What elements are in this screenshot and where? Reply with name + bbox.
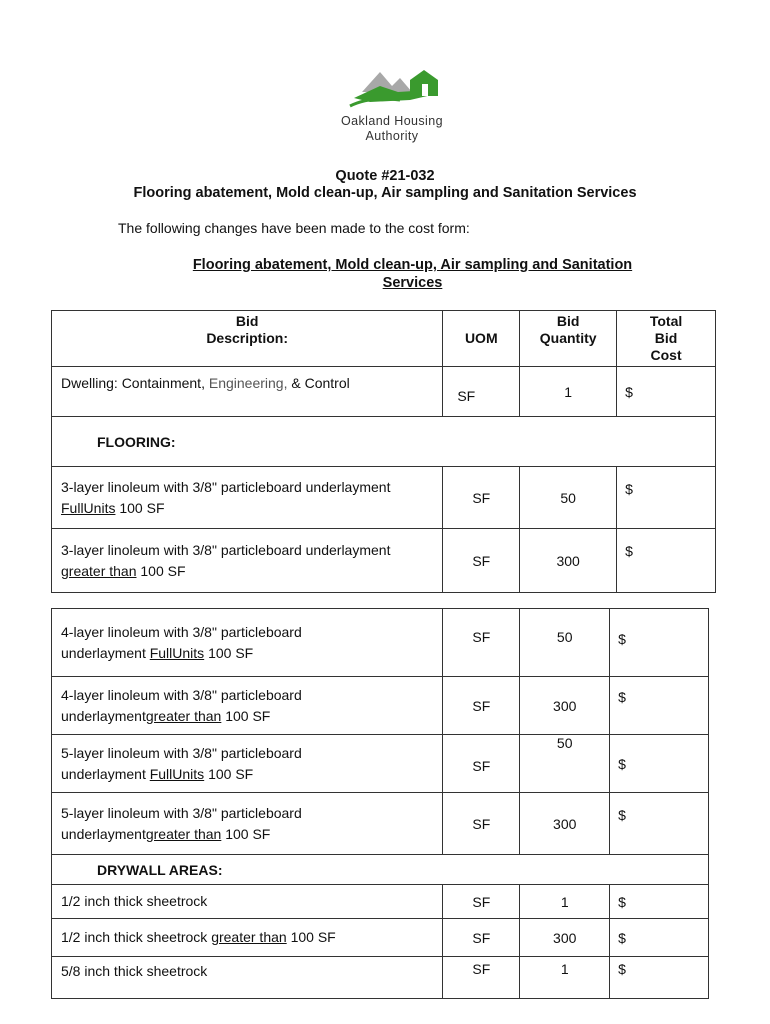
row-uom: SF: [443, 609, 520, 677]
section-row-drywall: [52, 855, 709, 885]
org-name-line1: Oakland Housing: [341, 114, 443, 128]
table-row: [52, 885, 709, 919]
row-uom: SF: [443, 677, 520, 735]
row-qty: 300: [520, 677, 610, 735]
header-total-cost: Total Bid Cost: [617, 311, 716, 367]
section-subhead: [160, 256, 665, 292]
row-description: 1/2 inch thick sheetrock greater than 100 SF: [52, 919, 443, 957]
table-row: [52, 793, 709, 855]
row-cost: $: [610, 957, 709, 999]
row-uom: SF: [443, 957, 520, 999]
row-uom: SF: [443, 467, 520, 529]
row-qty: 1: [520, 957, 610, 999]
table-row: [52, 735, 709, 793]
flooring-section-label: FLOORING:: [52, 417, 716, 467]
table-row: [52, 529, 716, 593]
row-qty: 300: [520, 529, 617, 593]
section-row-flooring: [52, 417, 716, 467]
table-row: [52, 609, 709, 677]
table-row: [52, 677, 709, 735]
row-cost: $: [610, 735, 709, 793]
row-uom: SF: [443, 529, 520, 593]
row-description: 1/2 inch thick sheetrock: [52, 885, 443, 919]
row-description: 5-layer linoleum with 3/8" particleboard underlaymentgreater than 100 SF: [52, 793, 443, 855]
row-cost: $: [617, 467, 716, 529]
row-cost: $: [610, 793, 709, 855]
row-uom: SF: [443, 735, 520, 793]
row-qty: 1: [520, 367, 617, 417]
cost-form-table-1: [51, 310, 716, 593]
row-description: Dwelling: Containment, Engineering, & Control: [52, 367, 443, 417]
header-uom: UOM: [443, 311, 520, 367]
row-description: 3-layer linoleum with 3/8" particleboard underlayment FullUnits 100 SF: [52, 467, 443, 529]
intro-text: The following changes have been made to the cost form:: [118, 220, 470, 236]
row-qty: 50: [520, 735, 610, 793]
row-description: 4-layer linoleum with 3/8" particleboard underlaymentgreater than 100 SF: [52, 677, 443, 735]
table-row: [52, 957, 709, 999]
row-cost: $: [617, 529, 716, 593]
quote-services-title: Flooring abatement, Mold clean-up, Air sampling and Sanitation Services: [133, 185, 637, 201]
row-uom: SF: [443, 793, 520, 855]
row-uom: SF: [443, 919, 520, 957]
row-description: 3-layer linoleum with 3/8" particleboard underlayment greater than 100 SF: [52, 529, 443, 593]
header-description: Bid Description:: [52, 311, 443, 367]
row-cost: $: [610, 919, 709, 957]
row-qty: 1: [520, 885, 610, 919]
row-qty: 50: [520, 467, 617, 529]
row-uom: SF: [443, 367, 520, 417]
row-uom: SF: [443, 885, 520, 919]
row-cost: $: [610, 885, 709, 919]
table-row: [52, 467, 716, 529]
house-logo-icon: [340, 66, 444, 114]
cost-form-table-2: [51, 608, 709, 999]
quote-number: Quote #21-032: [335, 168, 435, 184]
row-description: 4-layer linoleum with 3/8" particleboard underlayment FullUnits 100 SF: [52, 609, 443, 677]
table-row: [52, 919, 709, 957]
table-row: [52, 367, 716, 417]
subhead-line2: Services: [382, 275, 443, 291]
row-qty: 300: [520, 919, 610, 957]
header-quantity: Bid Quantity: [520, 311, 617, 367]
row-cost: $: [617, 367, 716, 417]
row-description: 5-layer linoleum with 3/8" particleboard underlayment FullUnits 100 SF: [52, 735, 443, 793]
table-header-row: [52, 311, 716, 367]
row-qty: 50: [520, 609, 610, 677]
row-cost: $: [610, 609, 709, 677]
row-qty: 300: [520, 793, 610, 855]
drywall-section-label: DRYWALL AREAS:: [52, 855, 709, 885]
row-description: 5/8 inch thick sheetrock: [52, 957, 443, 999]
oha-logo: [330, 66, 454, 156]
subhead-line1: Flooring abatement, Mold clean-up, Air sampling and Sanitation: [192, 257, 633, 273]
org-name-line2: Authority: [365, 129, 419, 143]
row-cost: $: [610, 677, 709, 735]
